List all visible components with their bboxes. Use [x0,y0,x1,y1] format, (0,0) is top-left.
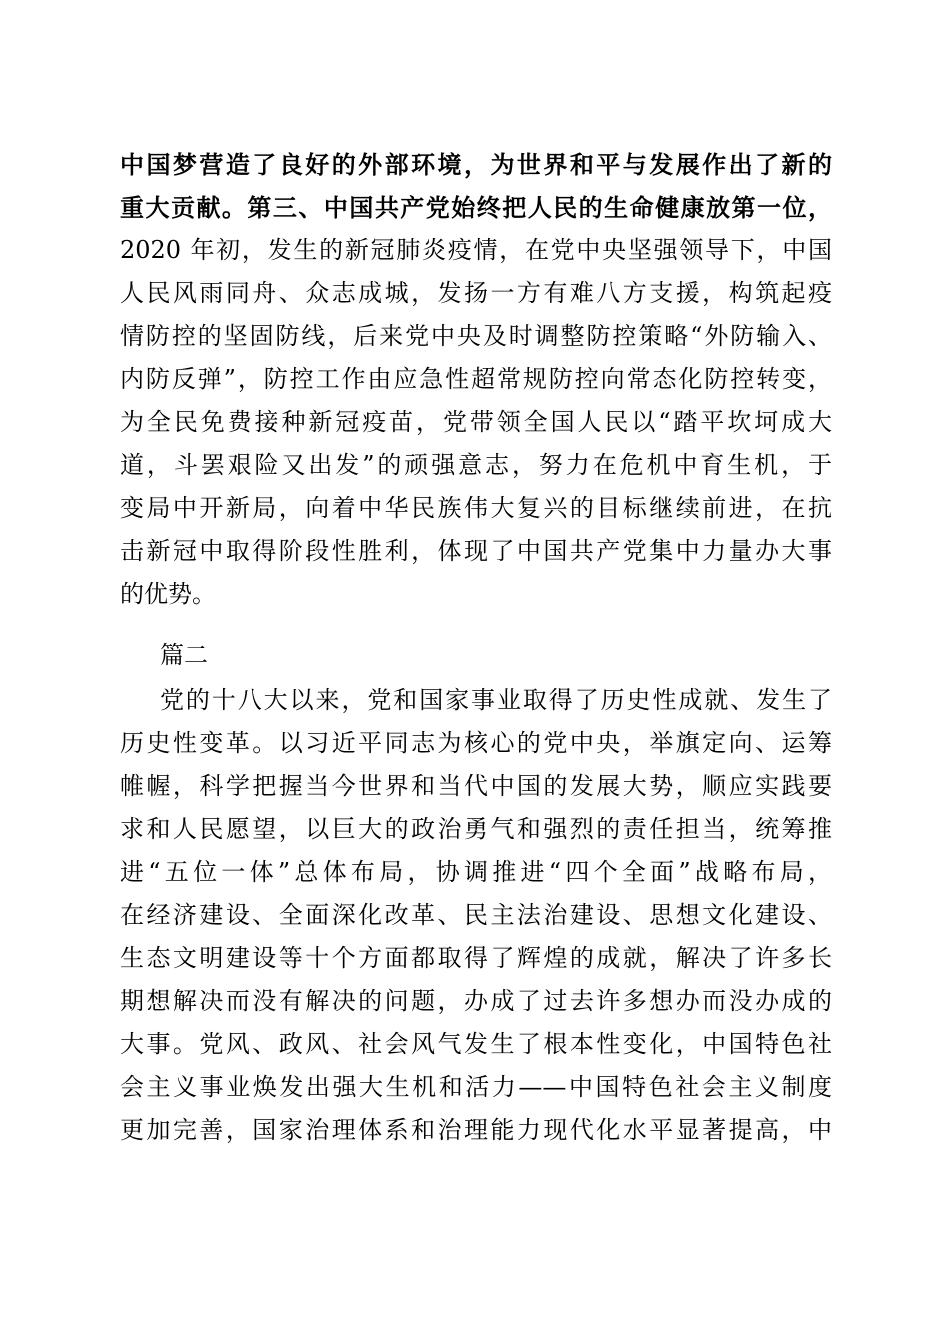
paragraph-2-line-11: 更加完善，国家治理体系和治理能力现代化水平显著提高，中 [120,1116,832,1144]
paragraph-2-line-10: 会主义事业焕发出强大生机和活力——中国特色社会主义制度 [120,1073,832,1101]
paragraph-2-line-7: 生态文明建设等十个方面都取得了辉煌的成就，解决了许多长 [120,944,832,972]
paragraph-2-line-8: 期想解决而没有解决的问题，办成了过去许多想办而没办成的 [120,987,832,1015]
section-heading: 篇二 [160,641,208,669]
paragraph-1-line-4: 人民风雨同舟、众志成城，发扬一方有难八方支援，构筑起疫 [120,279,832,307]
paragraph-1-line-9: 变局中开新局，向着中华民族伟大复兴的目标继续前进，在抗 [120,494,832,522]
paragraph-2-line-6: 在经济建设、全面深化改革、民主法治建设、思想文化建设、 [120,901,832,929]
paragraph-1-line-6: 内防反弹”，防控工作由应急性超常规防控向常态化防控转变， [120,365,832,393]
paragraph-1-line-2: 重大贡献。第三、中国共产党始终把人民的生命健康放第一位， [120,193,832,222]
paragraph-2-line-9: 大事。党风、政风、社会风气发生了根本性变化，中国特色社 [120,1030,832,1058]
paragraph-1-line-3: 2020 年初，发生的新冠肺炎疫情，在党中央坚强领导下，中国 [120,236,832,264]
paragraph-2-line-2: 历史性变革。以习近平同志为核心的党中央，举旗定向、运筹 [120,729,832,757]
paragraph-2-line-1: 党的十八大以来，党和国家事业取得了历史性成就、发生了 [160,686,832,714]
paragraph-2-line-3: 帷幄，科学把握当今世界和当代中国的发展大势，顺应实践要 [120,772,832,800]
paragraph-1-line-8: 道，斗罢艰险又出发”的顽强意志，努力在危机中育生机，于 [120,451,832,479]
paragraph-1-line-5: 情防控的坚固防线，后来党中央及时调整防控策略“外防输入、 [120,322,832,350]
paragraph-1-line-7: 为全民免费接种新冠疫苗，党带领全国人民以“踏平坎坷成大 [120,408,832,436]
paragraph-1-line-1: 中国梦营造了良好的外部环境，为世界和平与发展作出了新的 [120,150,832,179]
paragraph-1-line-10: 击新冠中取得阶段性胜利，体现了中国共产党集中力量办大事 [120,537,832,565]
paragraph-1-line-11: 的优势。 [120,580,216,608]
paragraph-2-line-5: 进“五位一体”总体布局，协调推进“四个全面”战略布局， [120,858,832,886]
paragraph-2-line-4: 求和人民愿望，以巨大的政治勇气和强烈的责任担当，统筹推 [120,815,832,843]
